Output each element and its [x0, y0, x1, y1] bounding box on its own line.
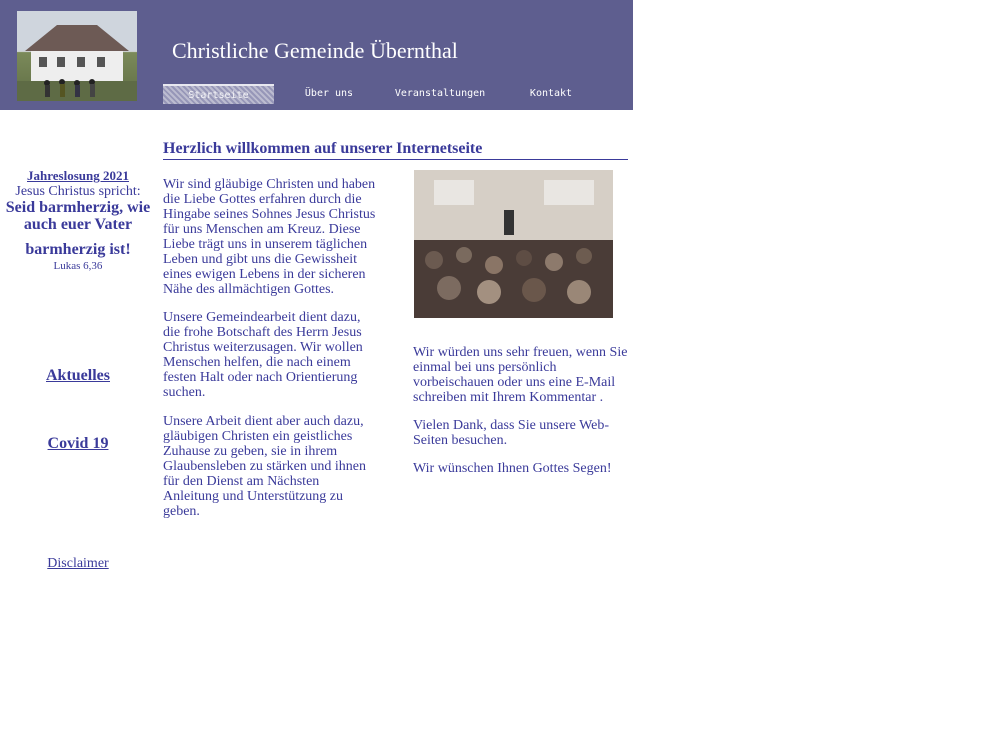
mission-paragraph: Unsere Gemeindearbeit dient dazu, die frohe Botschaft des Herrn Jesus Christus weiterzusagen. Wir wollen Menschen helfen, die nach einem festen Halt oder nach Orientierung suchen.	[163, 310, 363, 400]
jahreslosung-title: Jahreslosung 2021	[27, 168, 129, 183]
link-covid-19[interactable]: Covid 19	[47, 435, 109, 452]
nav-startseite[interactable]: Startseite	[163, 84, 274, 104]
blessing-paragraph: Wir wünschen Ihnen Gottes Segen!	[413, 461, 612, 476]
nav-veranstaltungen[interactable]: Veranstaltungen	[394, 87, 486, 99]
link-disclaimer[interactable]: Disclaimer	[47, 556, 109, 571]
jahreslosung-verse-end: barmherzig ist!	[25, 241, 131, 258]
page-heading: Herzlich willkommen auf unserer Internetseite	[163, 140, 483, 157]
intro-paragraph: Wir sind gläubige Christen und haben die Liebe Gottes erfahren durch die Hingabe seines Sohnes Jesus Christus für uns Menschen am Kreuz. Diese Liebe trägt uns in unserem täglichen Leben und gibt uns die Gewissheit eines ewigen Lebens in der sicheren Nähe des allmächtigen Gottes.	[163, 177, 376, 297]
jahreslosung-intro: Jesus Christus spricht:	[15, 184, 141, 199]
site-title: Christliche Gemeinde Übernthal	[172, 38, 458, 63]
heading-divider	[163, 159, 628, 160]
thanks-paragraph: Vielen Dank, dass Sie unsere Web-Seiten besuchen.	[413, 418, 610, 448]
link-aktuelles[interactable]: Aktuelles	[46, 367, 110, 384]
nav-kontakt[interactable]: Kontakt	[529, 87, 573, 99]
verse-reference: Lukas 6,36	[53, 260, 103, 272]
invitation-paragraph: Wir würden uns sehr freuen, wenn Sie einmal bei uns persönlich vorbeischauen oder uns eine E-Mail schreiben mit Ihrem Kommentar .	[413, 345, 628, 405]
work-paragraph: Unsere Arbeit dient aber auch dazu, gläubigen Christen ein geistliches Zuhause zu geben, sie in ihrem Glaubensleben zu stärken und ihnen für den Dienst am Nächsten Anleitung und Unterstützung zu geben.	[163, 414, 366, 519]
nav-ueber-uns[interactable]: Über uns	[304, 87, 354, 99]
jahreslosung-verse: Seid barmherzig, wie auch euer Vater	[5, 199, 151, 233]
congregation-photo	[414, 170, 613, 318]
church-building-photo	[17, 11, 137, 101]
site-header	[0, 0, 633, 110]
